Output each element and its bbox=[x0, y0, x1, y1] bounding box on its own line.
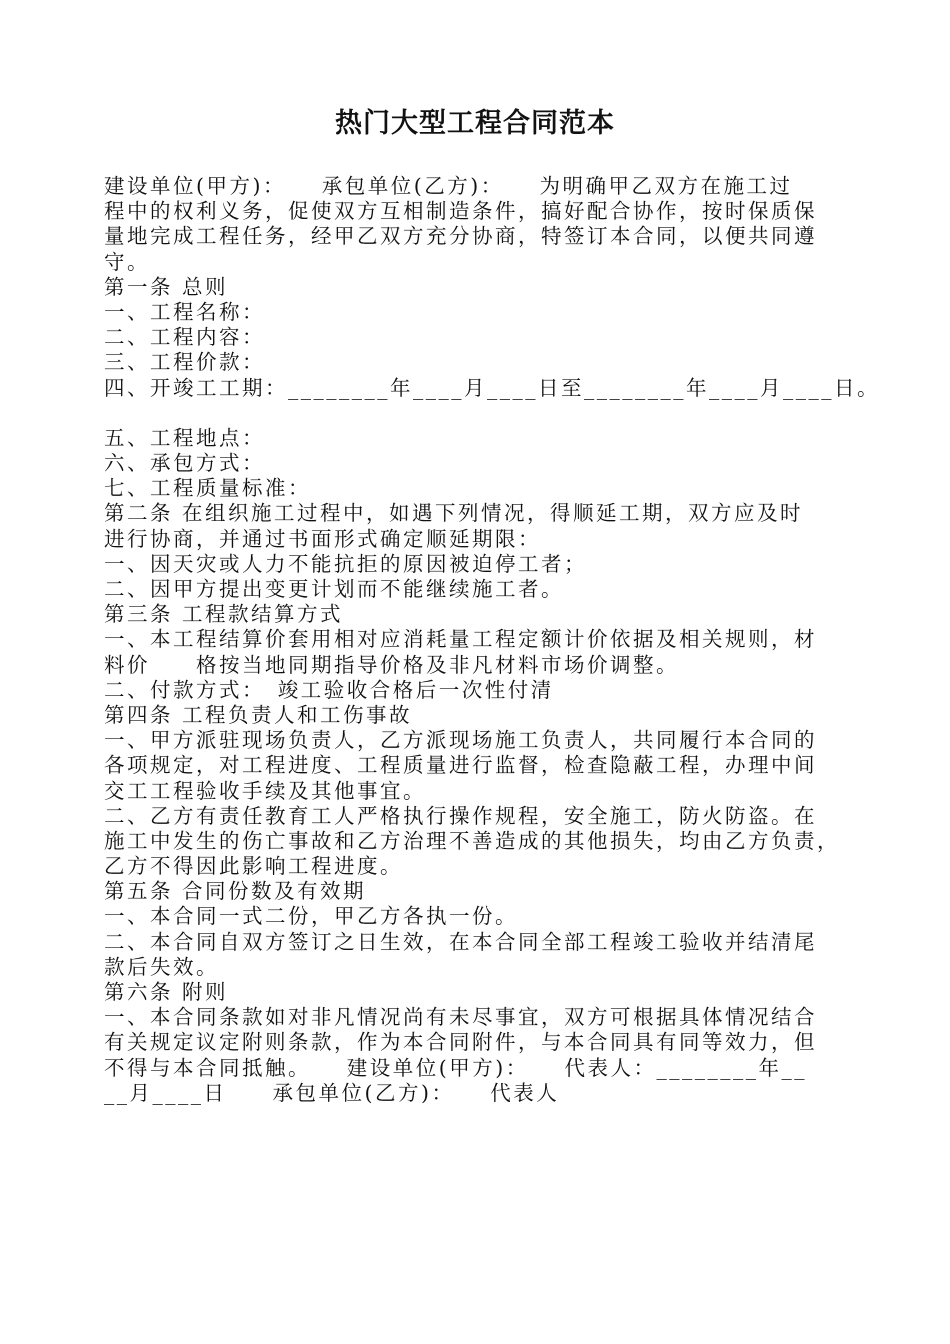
document-line: 第一条 总则 bbox=[104, 274, 229, 299]
document-line: 料价 格按当地同期指导价格及非凡材料市场价调整。 bbox=[104, 652, 679, 677]
document-line: 二、付款方式： 竣工验收合格后一次性付清 bbox=[104, 677, 554, 702]
document-body bbox=[104, 174, 880, 1106]
document-line: 有关规定议定附则条款，作为本合同附件，与本合同具有同等效力，但 bbox=[104, 1030, 817, 1055]
document-line: 第六条 附则 bbox=[104, 980, 229, 1004]
document-line: 乙方不得因此影响工程进度。 bbox=[104, 854, 403, 879]
document-line: 二、乙方有责任教育工人严格执行操作规程，安全施工，防火防盗。在 bbox=[104, 803, 817, 828]
document-line: 守。 bbox=[104, 249, 150, 274]
document-line: 款后失效。 bbox=[104, 954, 219, 979]
document-line: 量地完成工程任务，经甲乙双方充分协商，特签订本合同，以便共同遵 bbox=[104, 224, 817, 249]
document-line: 一、本合同一式二份，甲乙方各执一份。 bbox=[104, 904, 518, 929]
document-line: 二、本合同自双方签订之日生效，在本合同全部工程竣工验收并结清尾 bbox=[104, 929, 817, 954]
document-line: 四、开竣工工期：________年____月____日至________年____月____日。 bbox=[104, 375, 880, 400]
document-line: 程中的权利义务，促使双方互相制造条件，搞好配合协作，按时保质保 bbox=[104, 199, 817, 224]
document-line: 二、因甲方提出变更计划而不能继续施工者。 bbox=[104, 577, 564, 601]
document-line: 一、因天灾或人力不能抗拒的原因被迫停工者； bbox=[104, 551, 587, 576]
document-line: 第四条 工程负责人和工伤事故 bbox=[104, 702, 413, 727]
document-line: 进行协商，并通过书面形式确定顺延期限： bbox=[104, 526, 541, 551]
document-line: 五、工程地点： bbox=[104, 425, 265, 450]
document-line: 一、甲方派驻现场负责人，乙方派现场施工负责人，共同履行本合同的 bbox=[104, 728, 817, 753]
document-line: 第五条 合同份数及有效期 bbox=[104, 879, 367, 904]
document-line: 交工工程验收手续及其他事宜。 bbox=[104, 778, 426, 803]
blank-line bbox=[104, 401, 864, 426]
document-line: 七、工程质量标准： bbox=[104, 476, 311, 501]
document-title: 热门大型工程合同范本 bbox=[335, 108, 615, 139]
document-line: 第二条 在组织施工过程中，如遇下列情况，得顺延工期，双方应及时 bbox=[104, 501, 804, 526]
document-line: 建设单位(甲方)： 承包单位(乙方)： 为明确甲乙双方在施工过 bbox=[104, 174, 793, 198]
document-line: 一、本合同条款如对非凡情况尚有未尽事宜，双方可根据具体情况结合 bbox=[104, 1005, 817, 1030]
document-line: 各项规定，对工程进度、工程质量进行监督，检查隐蔽工程，办理中间 bbox=[104, 753, 817, 778]
document-line: __月____日 承包单位(乙方)： 代表人 bbox=[104, 1080, 560, 1105]
document-line: 不得与本合同抵触。 建设单位(甲方)： 代表人：________年__ bbox=[104, 1055, 807, 1080]
document-line: 二、工程内容： bbox=[104, 325, 265, 350]
document-line: 三、工程价款： bbox=[104, 350, 265, 375]
document-line: 第三条 工程款结算方式 bbox=[104, 602, 344, 627]
document-line: 一、本工程结算价套用相对应消耗量工程定额计价依据及相关规则，材 bbox=[104, 627, 817, 652]
document-line: 施工中发生的伤亡事故和乙方治理不善造成的其他损失，均由乙方负责， bbox=[104, 828, 840, 853]
document-line: 一、工程名称： bbox=[104, 299, 265, 324]
document-line: 六、承包方式： bbox=[104, 451, 265, 476]
